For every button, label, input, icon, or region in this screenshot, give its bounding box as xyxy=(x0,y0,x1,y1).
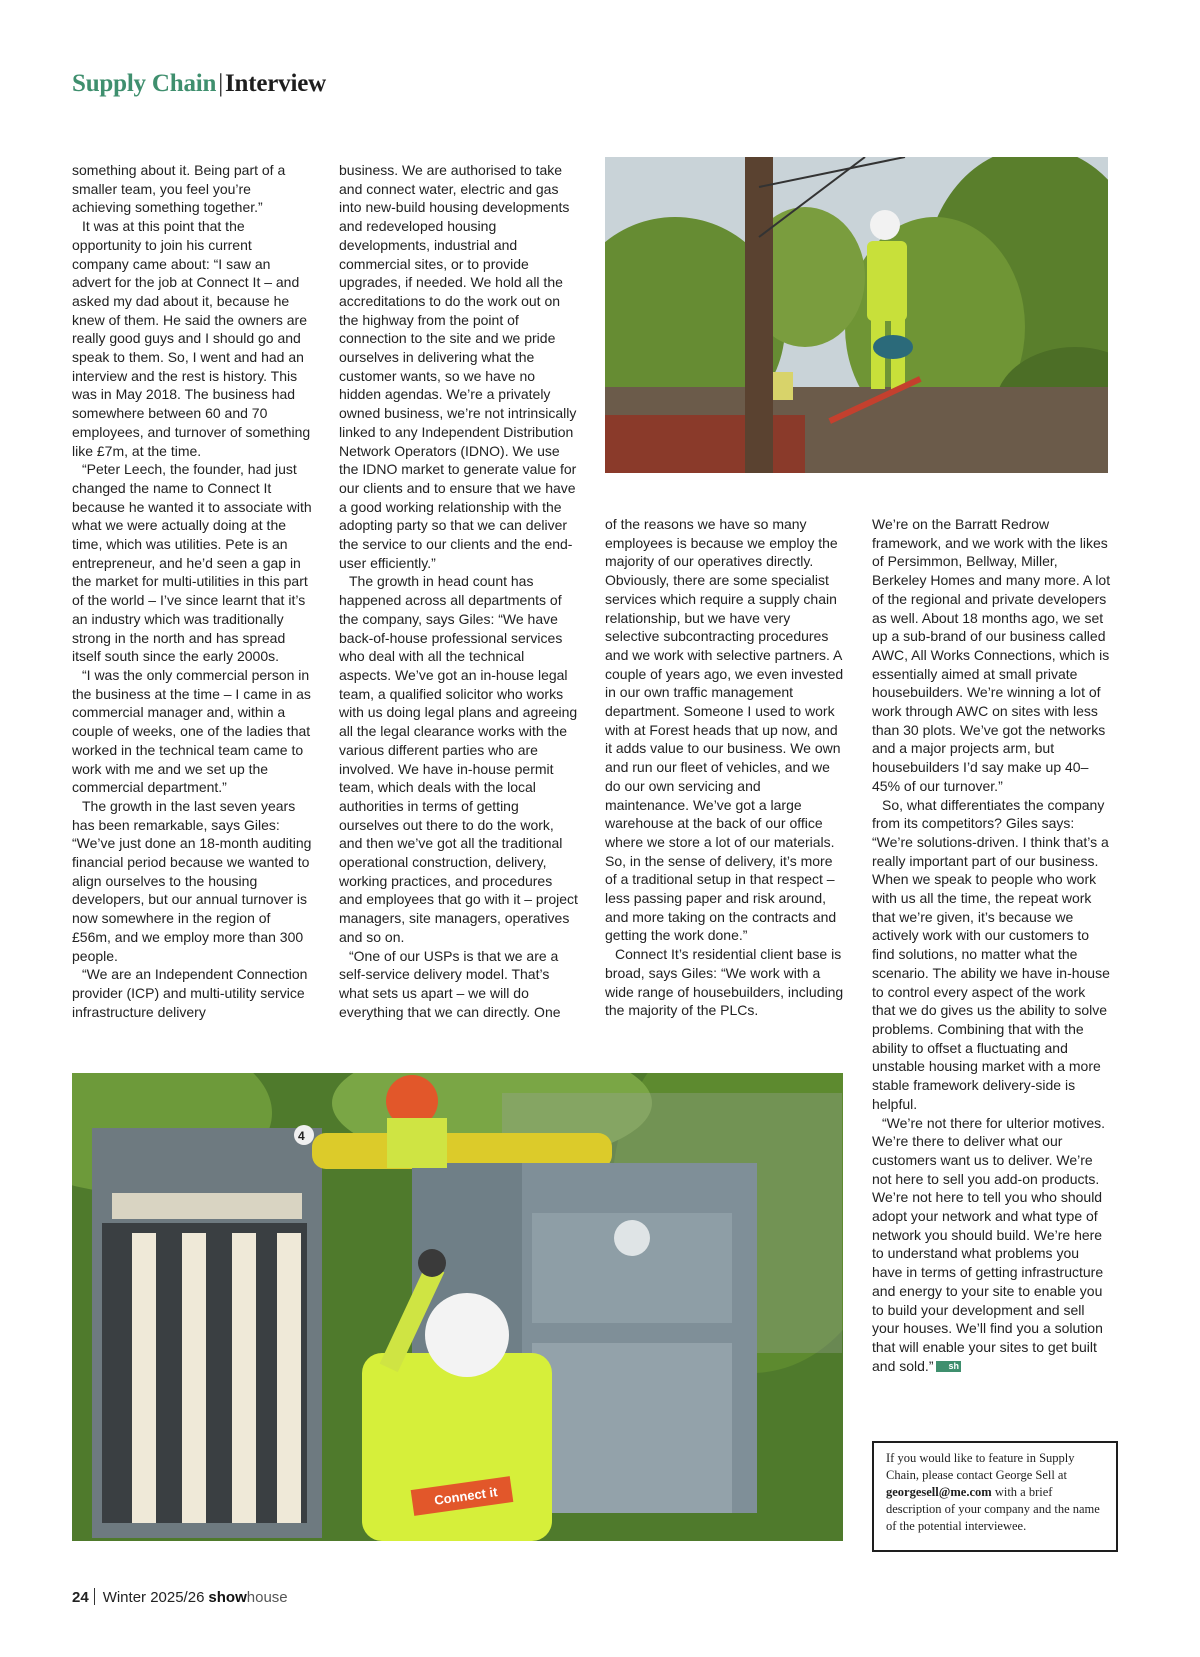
paragraph: So, what differentiates the company from its competitors? Giles says: “We’re solutions-driven. I think that’s a really important part of our business. When we speak to people who work with us all the time, the repeat work that we’re given, it’s because we actively work with our customers to find solutions, no matter what the scenario. The ability we have in-house to control every aspect of the work that we do gives us the ability to solve problems. Combining that with the ability to offset a fluctuating and unstable housing market with a more stable framework delivery-side is helpful. xyxy=(872,796,1110,1112)
brand-house: house xyxy=(246,1589,288,1606)
section-header xyxy=(72,70,326,98)
paragraph: of the reasons we have so many employees is because we employ the majority of our operatives directly. Obviously, there are some specialist services which require a supply chain relationship, but we have very selective subcontracting procedures and we work with selective partners. A couple of years ago, we even invested in our own traffic management department. Someone I used to work with at Forest heads that up now, and it adds value to our business. We own and run our fleet of vehicles, and we do our own servicing and maintenance. We’ve got a large warehouse at the back of our office where we store a lot of our materials. So, in the sense of delivery, it’s more of a traditional setup in that respect – less passing paper and risk around, and more taking on the contracts and getting the work done.” xyxy=(605,516,844,944)
paragraph: Connect It’s residential client base is broad, says Giles: “We work with a wide range of housebuilders, including the majority of the PLCs. xyxy=(605,946,844,1019)
article-column-4 xyxy=(872,515,1112,1375)
issue-label: Winter 2025/26 xyxy=(102,1589,205,1606)
brand-show: show xyxy=(208,1589,247,1606)
cabinet-number: 4 xyxy=(298,1129,305,1143)
photo-engineers-at-cabinet xyxy=(72,1073,843,1541)
paragraph: The growth in head count has happened across all departments of the company, says Giles: “We have back-of-house professional services who deal with all the technical aspects. We’ve got an in-house legal team, a qualified solicitor who works with us doing legal plans and agreeing all the legal clearance works with the various different parties who are involved. We have in-house permit team, which deals with the local authorities in terms of getting ourselves out there to do the work, and then we’ve got all the traditional operational construction, delivery, working practices, and procedures and employees that go with it – project managers, site managers, operatives and so on. xyxy=(339,573,578,945)
article-column-1 xyxy=(72,161,312,1021)
contact-box xyxy=(872,1441,1118,1552)
paragraph: “I was the only commercial person in the business at the time – I came in as commercial manager and, within a couple of weeks, one of the ladies that worked in the technical team came to work with me and we set up the commercial department.” xyxy=(72,666,311,796)
paragraph xyxy=(872,1114,1112,1376)
section-kind: Interview xyxy=(225,70,326,97)
paragraph: “One of our USPs is that we are a self-service delivery model. That’s what sets us apart – we will do everything that we can directly. One xyxy=(339,947,561,1020)
contact-email[interactable]: georgesell@me.com xyxy=(886,1485,992,1499)
photo-engineers-at-cabinet-image xyxy=(72,1073,843,1541)
section-title: Supply Chain xyxy=(72,70,217,97)
paragraph: “We are an Independent Connection provider (ICP) and multi-utility service infrastructure delivery xyxy=(72,966,308,1020)
paragraph: “Peter Leech, the founder, had just changed the name to Connect It because he wanted it to associate with what we were actually doing at the time, which was utilities. Pete is an entrepreneur, and he’d seen a gap in the market for multi-utilities in this part of the world – I’ve since learnt that it’s an industry which was traditionally strong in the north and has spread itself south since the early 2000s. xyxy=(72,461,312,665)
paragraph: something about it. Being part of a smaller team, you feel you’re achieving something together.” xyxy=(72,162,286,216)
contact-text-before: If you would like to feature in Supply Chain, please contact George Sell at xyxy=(886,1451,1075,1482)
photo-engineer-on-pole xyxy=(605,157,1108,473)
photo-engineer-on-pole-image xyxy=(605,157,1108,473)
header-separator: | xyxy=(218,70,224,97)
page-number: 24 xyxy=(72,1589,89,1606)
paragraph: The growth in the last seven years has been remarkable, says Giles: “We’ve just done an 18-month auditing financial period because we wanted to align ourselves to the housing developers, but our annual turnover is now somewhere in the region of £56m, and we employ more than 300 people. xyxy=(72,797,312,964)
contact-text-after: with a brief description of your company and the name of the potential interviewee. xyxy=(886,1485,1100,1533)
paragraph: It was at this point that the opportunity to join his current company came about: “I saw an advert for the job at Connect It – and asked my dad about it, because he knew of them. He said the owners are really good guys and I should go and speak to them. So, I went and had an interview and the rest is history. This was in May 2018. The business had somewhere between 60 and 70 employees, and turnover of something like £7m, at the time. xyxy=(72,218,311,459)
paragraph: business. We are authorised to take and connect water, electric and gas into new-build housing developments and redeveloped housing developments, industrial and commercial sites, or to provide upgrades, if needed. We hold all the accreditations to do the work out on the highway from the point of connection to the site and we pride ourselves in delivering what the customer wants, so we have no hidden agendas. We’re a privately owned business, we’re not intrinsically linked to any Independent Distribution Network Operators (IDNO). We use the IDNO market to generate value for our clients and to ensure that we have a good working relationship with the adopting party so that we can deliver the service to our clients and the end-user efficiently.” xyxy=(339,162,577,571)
page-footer xyxy=(72,1588,288,1606)
vest-logo-text: Connect it xyxy=(433,1484,499,1508)
article-column-3 xyxy=(605,515,845,1020)
paragraph: We’re on the Barratt Redrow framework, and we work with the likes of Persimmon, Bellway, Miller, Berkeley Homes and many more. A lot of the regional and private developers as well. About 18 months ago, we set up a sub-brand of our business called AWC, All Works Connections, which is essentially aimed at small private housebuilders. We’re winning a lot of work through AWC on sites with less than 30 plots. We’ve got the networks and a major projects arm, but housebuilders I’d say make up 40–45% of our turnover.” xyxy=(872,516,1111,794)
article-column-2 xyxy=(339,161,579,1021)
end-mark-icon: sh xyxy=(936,1361,961,1372)
footer-divider xyxy=(94,1588,95,1605)
paragraph-text: “We’re not there for ulterior motives. We’re there to deliver what our customers want us to deliver. We’re not here to sell you add-on products. We’re not here to tell you who should adopt your network and what type of network you should build. We’re here to understand what problems you have in terms of getting infrastructure and energy to your site to enable you to build your development and sell your houses. We’ll find you a solution that will enable your sites to get built and sold.” xyxy=(872,1114,1106,1374)
